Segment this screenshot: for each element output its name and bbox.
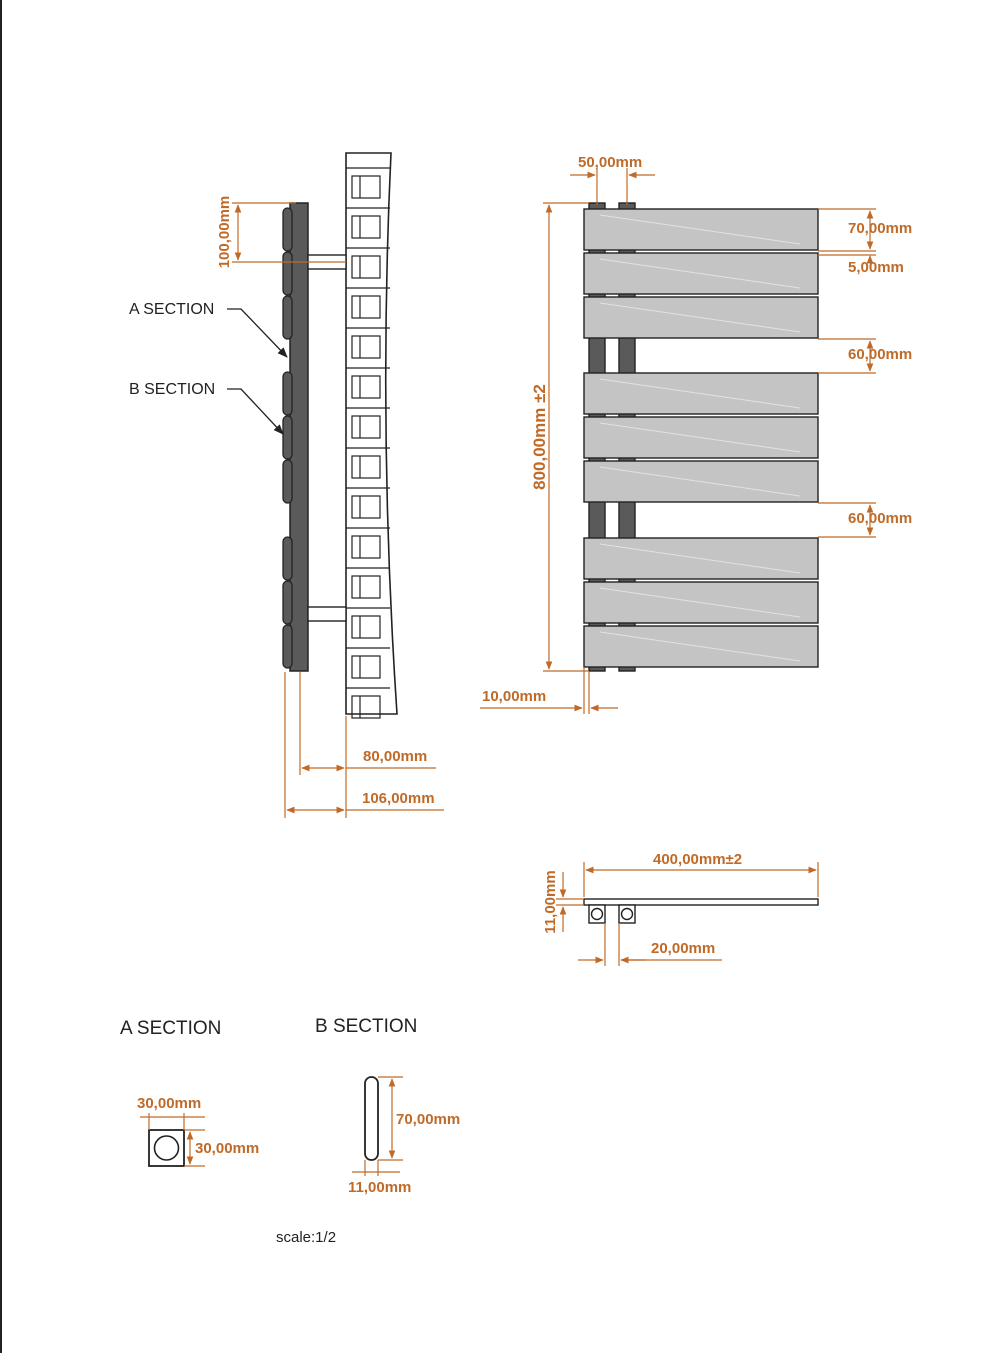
total-height-value: 800,00mm ±2 (530, 384, 549, 490)
top-width-dimension (584, 851, 818, 897)
a-section-callout: A SECTION (129, 301, 215, 318)
b-section-leader (227, 389, 283, 434)
top-collector-spacing-value: 20,00mm (651, 940, 716, 957)
b-section-title: B SECTION (315, 1016, 418, 1037)
side-panel (283, 252, 292, 295)
b-section-profile (365, 1077, 378, 1160)
brick (352, 576, 380, 598)
a-section-detail (120, 1018, 259, 1166)
top-collector-right (619, 905, 635, 923)
brick (352, 216, 380, 238)
front-panels (584, 209, 818, 667)
panel-height-value: 70,00mm (848, 220, 913, 237)
top-view (542, 851, 818, 966)
side-panel (283, 460, 292, 503)
a-section-title: A SECTION (120, 1018, 222, 1039)
brick (352, 256, 380, 278)
brick (352, 296, 380, 318)
side-panel (283, 537, 292, 580)
b-section-detail (315, 1016, 460, 1196)
top-width-value: 400,00mm±2 (653, 851, 743, 868)
group-gap-2-value: 60,00mm (848, 510, 913, 527)
wall (346, 153, 397, 718)
depth-dimensions (285, 672, 444, 818)
top-collector-left (589, 905, 605, 923)
top-collector-spacing-dimension (578, 923, 722, 966)
b-section-height-value: 70,00mm (396, 1111, 461, 1128)
front-view (480, 154, 912, 714)
side-panel (283, 625, 292, 668)
side-panel (283, 296, 292, 339)
top-thickness-dimension (542, 870, 584, 933)
collector-spacing-dimension (570, 154, 655, 205)
a-section-leader (227, 309, 287, 357)
panel-gap-value: 5,00mm (848, 259, 904, 276)
b-section-callout: B SECTION (129, 381, 216, 398)
brick (352, 496, 380, 518)
side-collector (290, 203, 308, 671)
brick (352, 536, 380, 558)
side-panel (283, 208, 292, 251)
a-section-height-value: 30,00mm (195, 1140, 260, 1157)
top-panel (584, 899, 818, 905)
brick (352, 176, 380, 198)
offset-dimension (480, 668, 618, 714)
side-panel (283, 581, 292, 624)
side-panel (283, 372, 292, 415)
brick (352, 456, 380, 478)
wall-gap-value: 80,00mm (363, 748, 428, 765)
wall-bracket-bottom (308, 607, 346, 621)
brick (352, 376, 380, 398)
scale-note: scale:1/2 (276, 1229, 337, 1246)
group-gap-1-value: 60,00mm (848, 346, 913, 363)
collector-spacing-value: 50,00mm (578, 154, 643, 171)
total-depth-value: 106,00mm (362, 790, 435, 807)
brick (352, 656, 380, 678)
brick (352, 416, 380, 438)
panel-dimensions (818, 209, 912, 537)
offset-value: 10,00mm (482, 688, 547, 705)
total-height-dimension (530, 203, 589, 671)
side-panel (283, 416, 292, 459)
b-section-width-value: 11,00mm (348, 1179, 412, 1196)
bracket-spacing-value: 100,00mm (216, 195, 233, 269)
a-section-circle (155, 1136, 179, 1160)
brick (352, 616, 380, 638)
side-view (129, 153, 444, 818)
top-thickness-value: 11,00mm (542, 870, 559, 934)
side-panels (283, 208, 292, 668)
a-section-width-value: 30,00mm (137, 1095, 202, 1112)
brick (352, 336, 380, 358)
